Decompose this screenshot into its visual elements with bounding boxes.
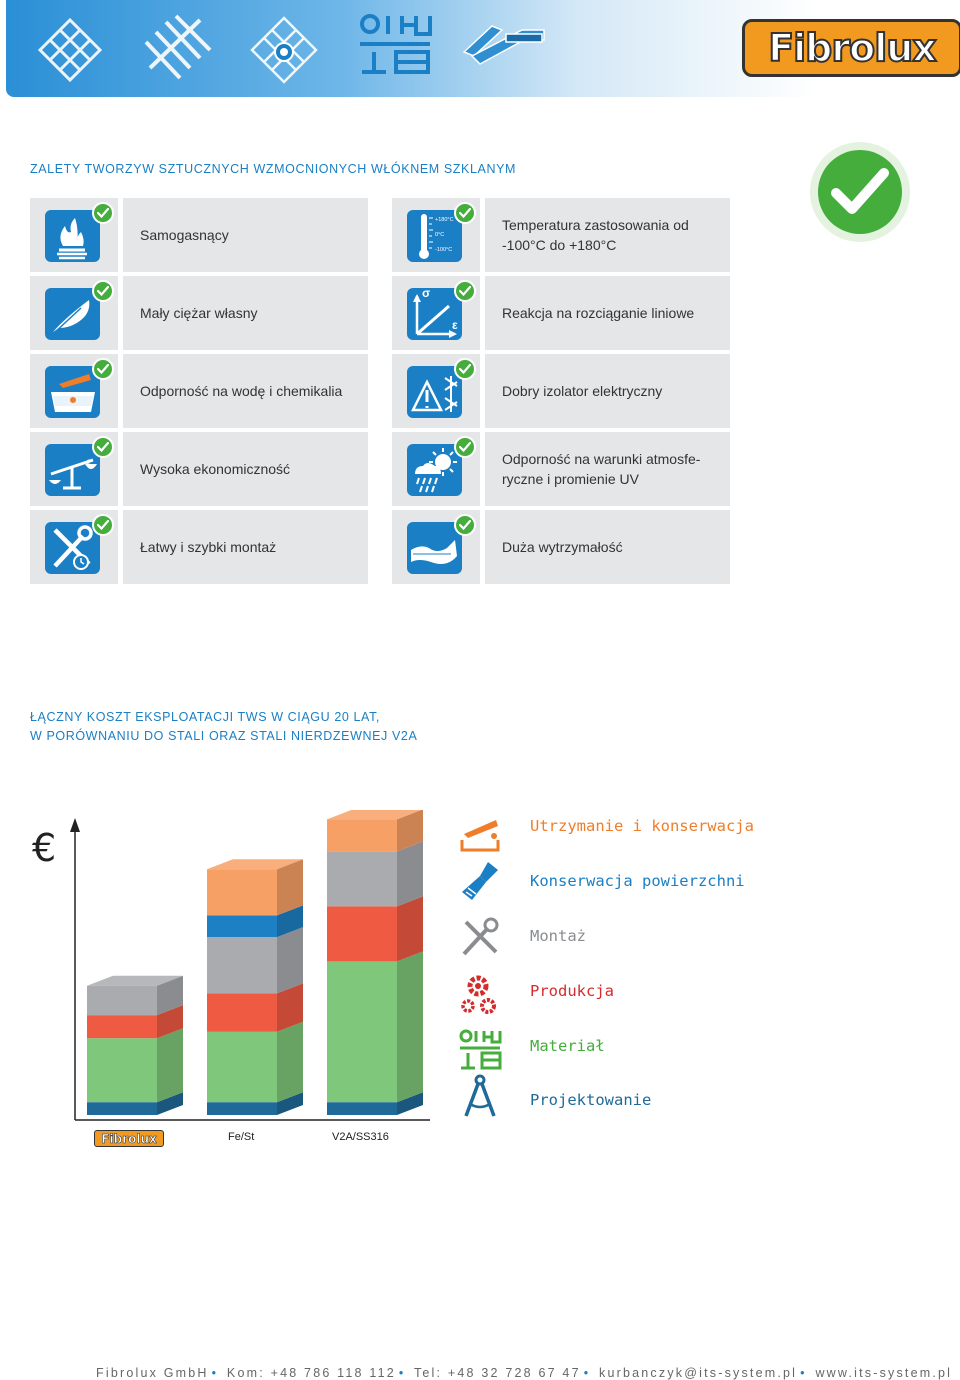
advantage-label bbox=[123, 432, 368, 506]
advantage-icon-cell bbox=[30, 510, 118, 584]
footer-email[interactable]: kurbanczyk@its-system.pl bbox=[599, 1366, 798, 1380]
advantage-icon-cell bbox=[30, 198, 118, 272]
bar-segment bbox=[327, 1102, 397, 1115]
advantage-label-text: Temperatura zastosowania od -100°C do +180°C bbox=[502, 217, 689, 253]
legend-konserwacja: Konserwacja powierzchni bbox=[530, 872, 745, 890]
footer: Fibrolux GmbH • Kom: +48 786 118 112 • Tel: +48 32 728 67 47 • kurbanczyk@its-system.pl • www.its-system.pl bbox=[96, 1366, 953, 1380]
advantage-label bbox=[485, 354, 730, 428]
bar-segment-side bbox=[277, 1022, 303, 1102]
check-icon bbox=[92, 280, 114, 302]
advantage-icon-cell bbox=[30, 276, 118, 350]
advantage-label bbox=[123, 198, 368, 272]
advantage-label bbox=[123, 276, 368, 350]
advantage-icon-cell bbox=[392, 198, 480, 272]
bar-segment bbox=[207, 993, 277, 1031]
bar-segment bbox=[207, 915, 277, 937]
category-label-fe-st: Fe/St bbox=[228, 1131, 255, 1143]
bar-segment bbox=[207, 937, 277, 993]
bar-segment bbox=[327, 961, 397, 1102]
legend-produkcja: Produkcja bbox=[530, 982, 614, 1000]
wrench-screwdriver-icon bbox=[458, 916, 502, 960]
advantage-label-text: Samogasnący bbox=[140, 227, 229, 243]
advantage-label bbox=[123, 510, 368, 584]
bar-segment bbox=[207, 1032, 277, 1102]
category-label-v2a: V2A/SS316 bbox=[332, 1131, 389, 1143]
advantage-label bbox=[485, 510, 730, 584]
stress-strain-icon bbox=[407, 288, 462, 340]
advantage-label-text: Wysoka ekonomiczność bbox=[140, 461, 291, 477]
bar-segment bbox=[207, 1102, 277, 1115]
weather-icon bbox=[407, 444, 462, 496]
legend-projektowanie: Projektowanie bbox=[530, 1091, 652, 1109]
legend-montaz: Montaż bbox=[530, 927, 586, 945]
flame-icon bbox=[45, 210, 100, 262]
advantage-icon-cell bbox=[392, 354, 480, 428]
material-profile-icon bbox=[356, 12, 434, 78]
advantage-icon-cell bbox=[392, 276, 480, 350]
advantage-label-text: Łatwy i szybki montaż bbox=[140, 539, 277, 555]
bar-segment-side bbox=[277, 927, 303, 993]
category-label-fibrolux: Fibrolux bbox=[94, 1130, 164, 1147]
fibrolux-logo bbox=[742, 19, 960, 77]
bar-segment bbox=[87, 1038, 157, 1102]
bar-segment bbox=[207, 869, 277, 915]
advantage-label bbox=[485, 276, 730, 350]
bar-segment bbox=[87, 986, 157, 1015]
logo-text: Fibrolux bbox=[768, 26, 936, 70]
bar-segment bbox=[327, 851, 397, 906]
electric-isolator-icon bbox=[407, 366, 462, 418]
thermometer-label: 0°C bbox=[435, 232, 445, 238]
cost-title-line1: ŁĄCZNY KOSZT EKSPLOATACJI TWS W CIĄGU 20 LAT, bbox=[30, 710, 380, 724]
bar-segment bbox=[87, 1102, 157, 1115]
bar-segment-side bbox=[397, 951, 423, 1102]
advantages-title: ZALETY TWORZYW SZTUCZNYCH WZMOCNIONYCH WŁÓKNEM SZKLANYM bbox=[30, 162, 517, 176]
advantage-icon-cell bbox=[30, 354, 118, 428]
check-icon bbox=[454, 436, 476, 458]
compass-icon bbox=[458, 1074, 502, 1118]
euro-symbol: € bbox=[86, 458, 92, 468]
feather-icon bbox=[45, 288, 100, 340]
advantage-label-text: Dobry izolator elektryczny bbox=[502, 383, 663, 399]
diagonal-grating-icon bbox=[140, 12, 220, 88]
advantage-icon-cell bbox=[392, 432, 480, 506]
advantage-label bbox=[123, 354, 368, 428]
footer-phone: Kom: +48 786 118 112 bbox=[226, 1366, 396, 1380]
footer-company: Fibrolux GmbH bbox=[96, 1366, 209, 1380]
bar-segment-side bbox=[397, 841, 423, 906]
check-icon bbox=[92, 436, 114, 458]
check-icon bbox=[454, 202, 476, 224]
euro-axis-symbol: € bbox=[32, 826, 57, 870]
legend-utrzymanie: Utrzymanie i konserwacja bbox=[530, 817, 754, 835]
y-axis-arrow bbox=[70, 818, 80, 832]
thermometer-labels bbox=[435, 213, 454, 258]
bar-segment bbox=[327, 819, 397, 851]
profile-beam-icon bbox=[462, 12, 546, 76]
scale-icon bbox=[45, 444, 100, 496]
cost-title-line2: W PORÓWNANIU DO STALI ORAZ STALI NIERDZEWNEJ V2A bbox=[30, 729, 418, 743]
cost-chart bbox=[60, 810, 440, 1130]
bar-segment-side bbox=[397, 896, 423, 961]
thermometer-label: -100°C bbox=[435, 247, 453, 253]
bar-segment bbox=[87, 1015, 157, 1038]
advantage-label-text: Odporność na warunki atmosfe- ryczne i promienie UV bbox=[502, 451, 701, 487]
strength-icon bbox=[407, 522, 462, 574]
footer-tel: Tel: +48 32 728 67 47 bbox=[413, 1366, 581, 1380]
advantage-label bbox=[485, 432, 730, 506]
target-grid-icon bbox=[244, 12, 324, 88]
bar-segment-side bbox=[157, 1028, 183, 1102]
material-icon bbox=[458, 1028, 502, 1072]
check-icon bbox=[454, 514, 476, 536]
paint-bucket-icon bbox=[458, 810, 502, 854]
advantage-label bbox=[485, 198, 730, 272]
grid-mesh-icon bbox=[32, 12, 108, 88]
check-icon bbox=[454, 280, 476, 302]
big-check-icon bbox=[810, 142, 910, 242]
thermometer-label: +180°C bbox=[435, 217, 454, 223]
check-icon bbox=[92, 202, 114, 224]
advantage-label-text: Mały ciężar własny bbox=[140, 305, 258, 321]
advantage-icon-cell bbox=[392, 510, 480, 584]
advantage-label-text: Odporność na wodę i chemikalia bbox=[140, 383, 343, 399]
footer-web[interactable]: www.its-system.pl bbox=[815, 1366, 953, 1380]
check-icon bbox=[92, 358, 114, 380]
check-icon bbox=[92, 514, 114, 536]
tools-icon bbox=[45, 522, 100, 574]
advantage-label-text: Duża wytrzymałość bbox=[502, 539, 623, 555]
check-icon bbox=[454, 358, 476, 380]
header-banner bbox=[6, 0, 960, 97]
sigma-symbol: σ bbox=[422, 286, 431, 300]
advantage-label-text: Reakcja na rozciąganie liniowe bbox=[502, 305, 695, 321]
bar-segment bbox=[327, 906, 397, 961]
legend-material: Materiał bbox=[530, 1037, 605, 1055]
chemical-icon bbox=[45, 366, 100, 418]
epsilon-symbol: ε bbox=[452, 318, 458, 332]
advantage-icon-cell bbox=[30, 432, 118, 506]
gears-icon bbox=[458, 972, 502, 1016]
paint-brush-icon bbox=[458, 860, 502, 904]
